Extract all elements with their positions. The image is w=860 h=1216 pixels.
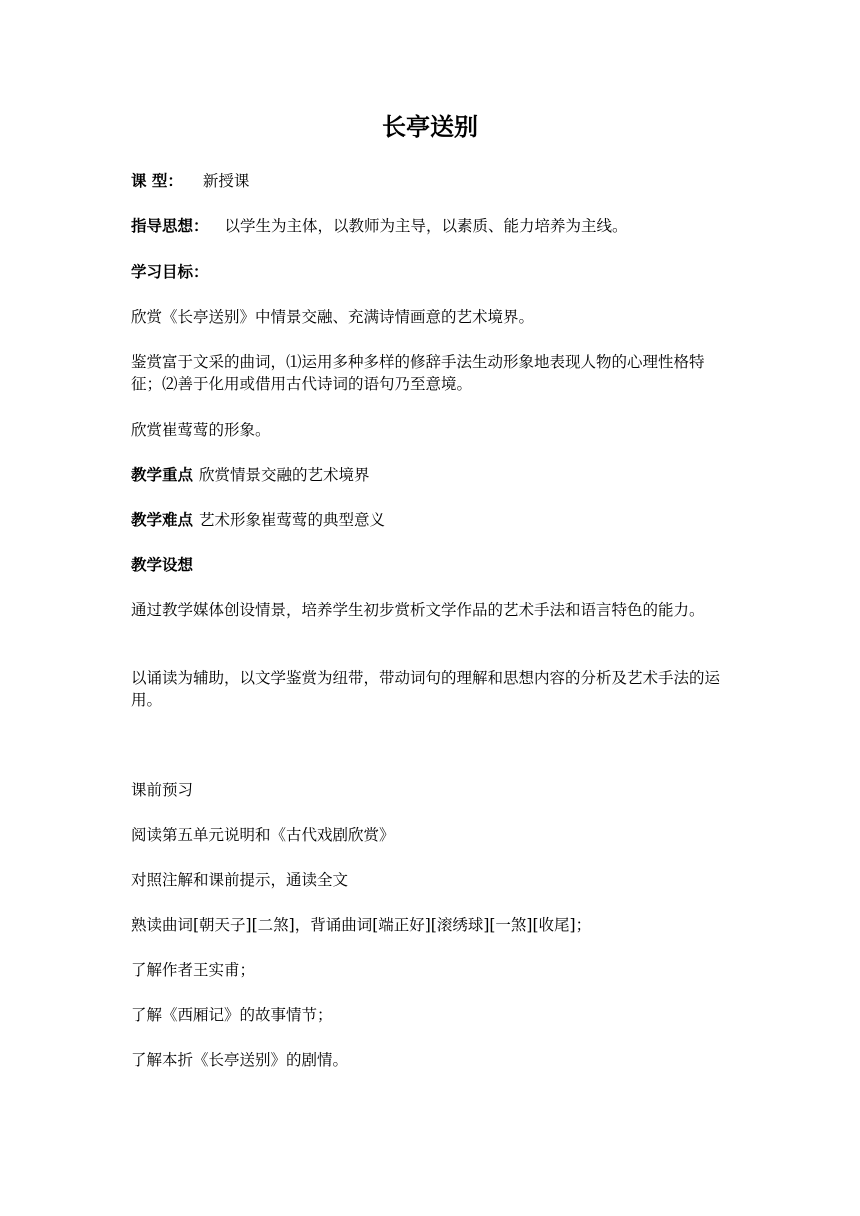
learning-goal-item: 鉴赏富于文采的曲词，⑴运用多种多样的修辞手法生动形象地表现人物的心理性格特征；⑵善于化用或借用古代诗词的语句乃至意境。 bbox=[131, 353, 705, 393]
preview-item: 了解《西厢记》的故事情节； bbox=[131, 1006, 333, 1024]
guiding-thought-line bbox=[131, 215, 741, 237]
key-point-line bbox=[131, 464, 741, 486]
guiding-thought-value: 以学生为主体，以教师为主导，以素质、能力培养为主线。 bbox=[224, 217, 628, 235]
teaching-idea-heading: 教学设想 bbox=[131, 556, 194, 574]
preview-heading: 课前预习 bbox=[131, 781, 194, 799]
teaching-idea-item: 以诵读为辅助，以文学鉴赏为纽带，带动词句的理解和思想内容的分析及艺术手法的运用。 bbox=[131, 669, 721, 709]
course-type-value: 新授课 bbox=[202, 172, 250, 190]
document-title: 长亭送别 bbox=[382, 113, 478, 141]
preview-item: 了解作者王实甫； bbox=[131, 961, 256, 979]
difficult-point-label: 教学难点 bbox=[131, 511, 194, 529]
preview-item: 了解本折《长亭送别》的剧情。 bbox=[131, 1051, 349, 1069]
preview-item: 对照注解和课前提示，通读全文 bbox=[131, 871, 349, 889]
learning-goal-item: 欣赏崔莺莺的形象。 bbox=[131, 421, 271, 439]
key-point-value: 欣赏情景交融的艺术境界 bbox=[199, 466, 370, 484]
difficult-point-value: 艺术形象崔莺莺的典型意义 bbox=[199, 511, 386, 529]
preview-item: 阅读第五单元说明和《古代戏剧欣赏》 bbox=[131, 826, 395, 844]
guiding-thought-label: 指导思想： bbox=[131, 217, 209, 235]
learning-goal-item: 欣赏《长亭送别》中情景交融、充满诗情画意的艺术境界。 bbox=[131, 308, 535, 326]
key-point-label: 教学重点 bbox=[131, 466, 194, 484]
course-type-label: 课 型： bbox=[131, 172, 183, 190]
difficult-point-line bbox=[131, 509, 741, 531]
course-type-line bbox=[131, 170, 741, 192]
preview-item: 熟读曲词[朝天子][二煞]，背诵曲词[端正好][滚绣球][一煞][收尾]； bbox=[131, 916, 592, 934]
learning-goals-heading: 学习目标： bbox=[131, 263, 209, 281]
teaching-idea-item: 通过教学媒体创设情景，培养学生初步赏析文学作品的艺术手法和语言特色的能力。 bbox=[131, 601, 705, 619]
